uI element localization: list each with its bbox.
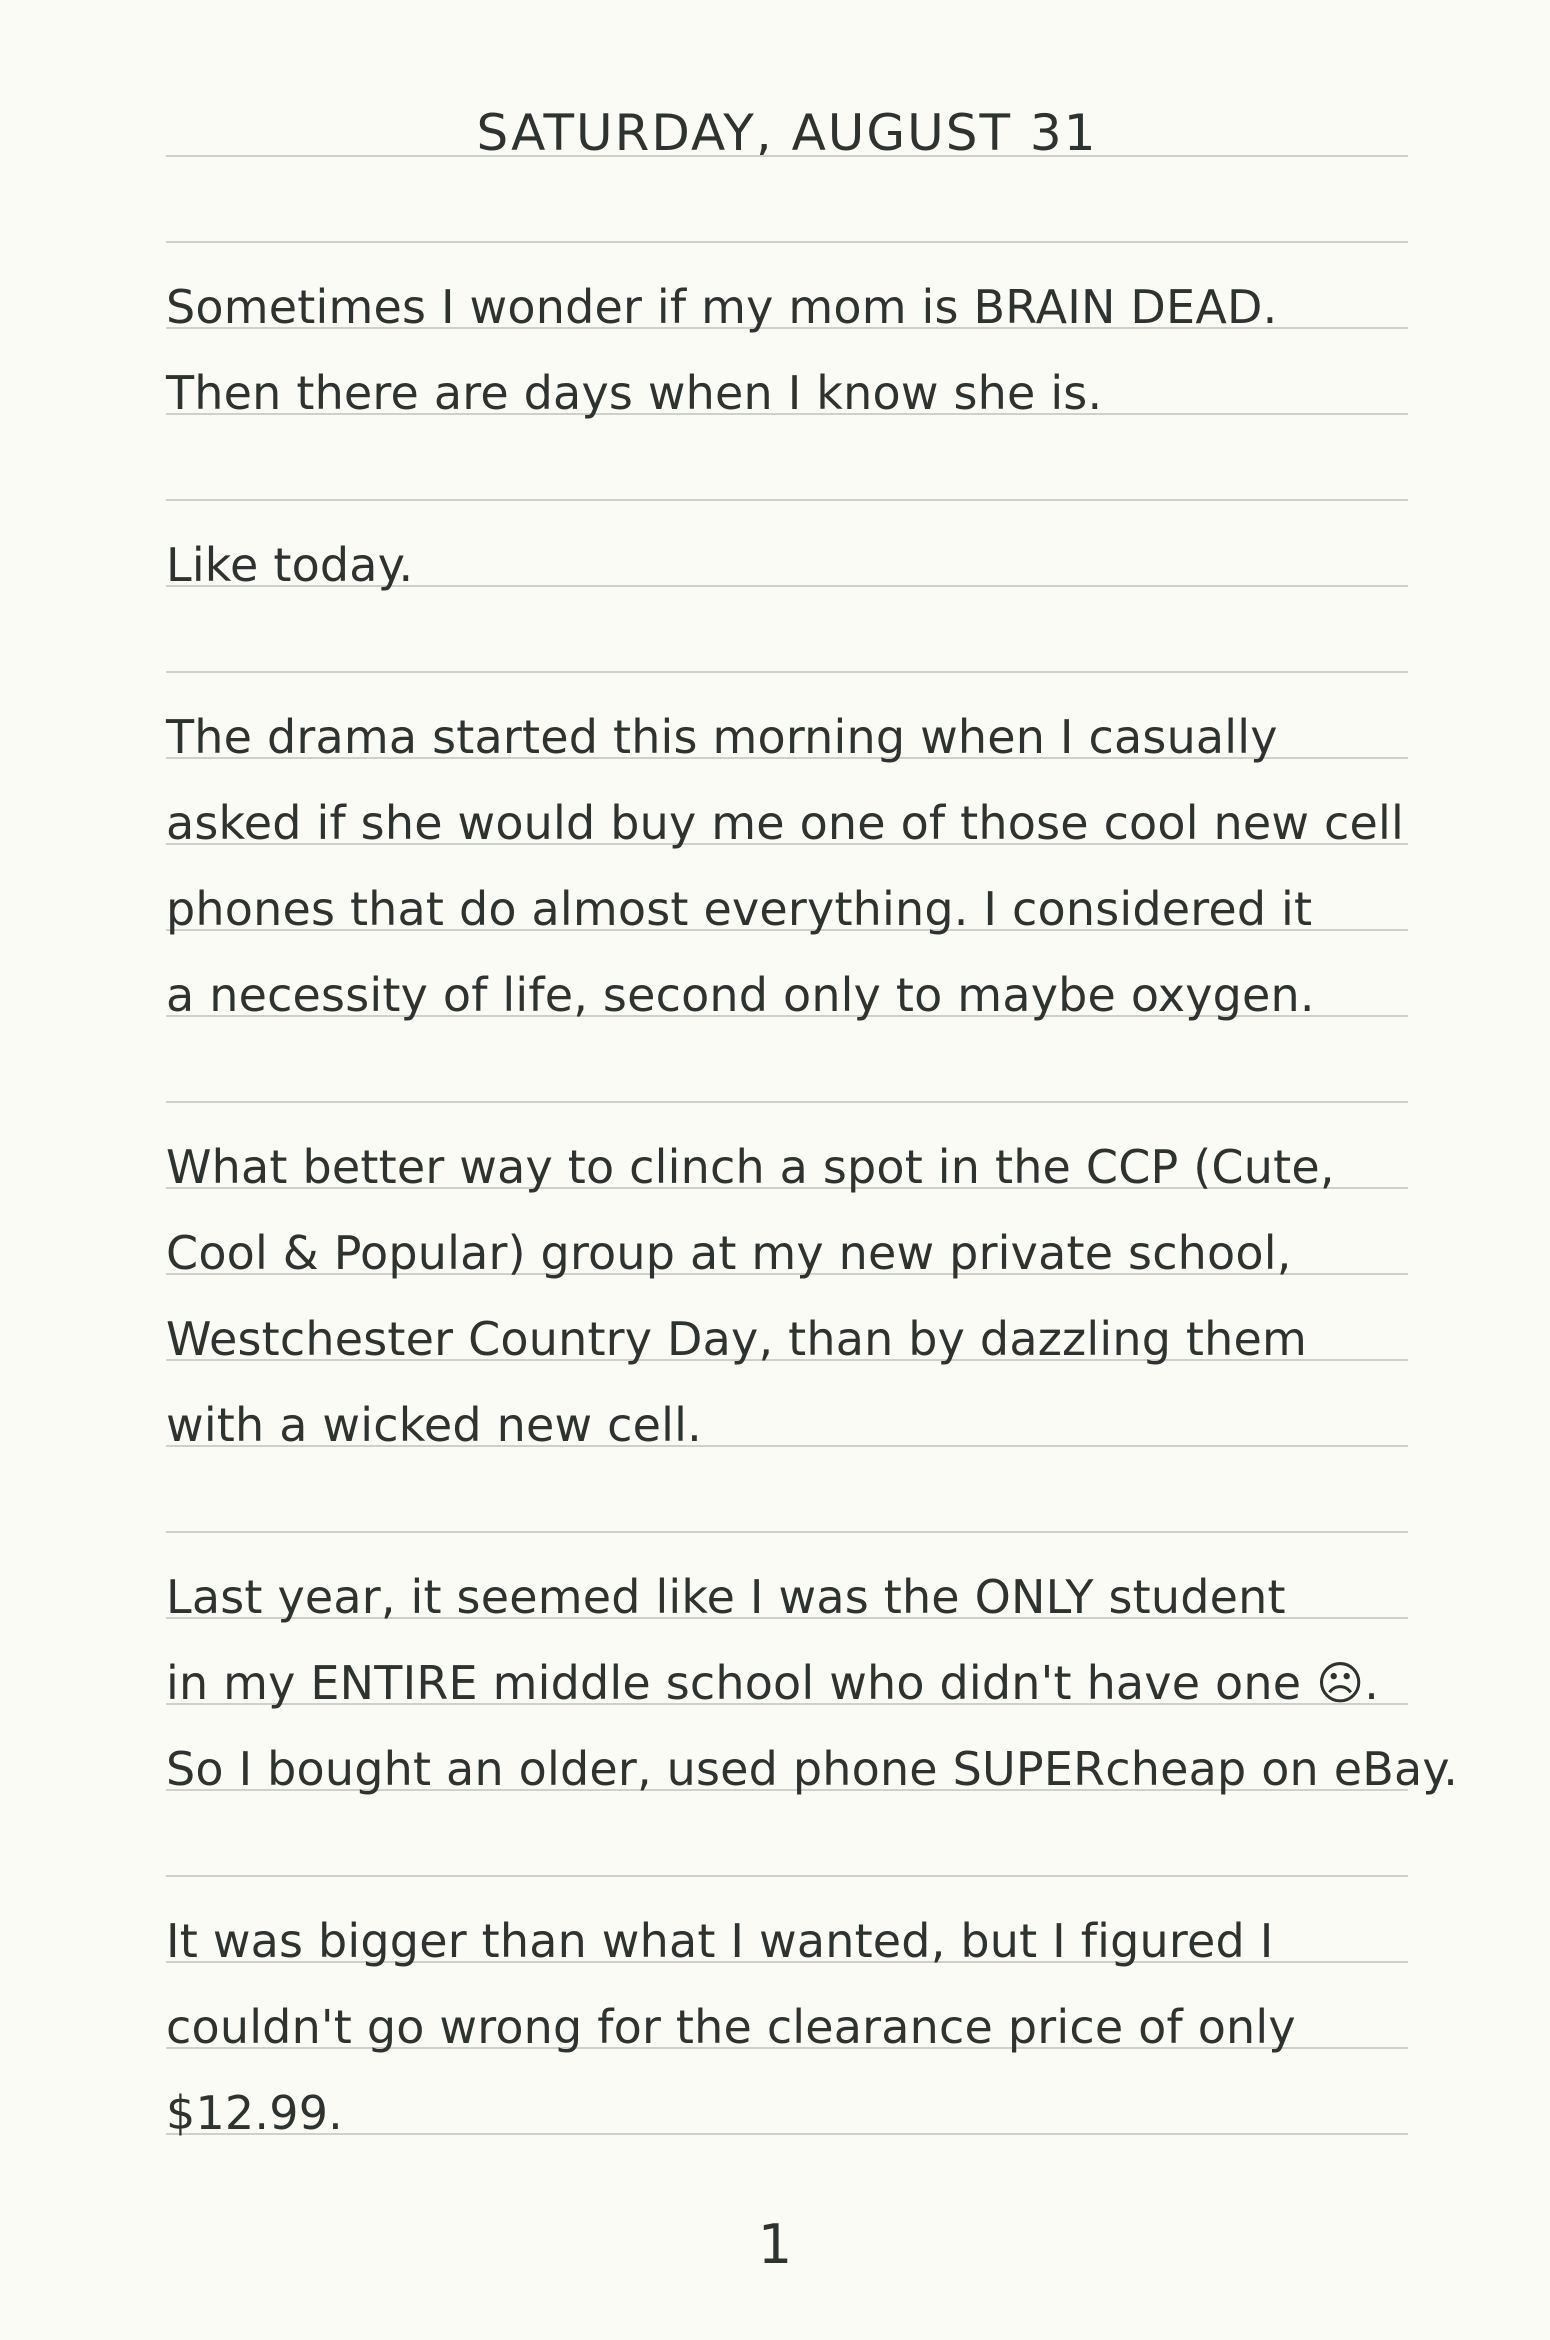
entry-line: Like today. (166, 538, 414, 592)
entry-line (166, 1820, 1416, 1890)
ruled-line (166, 155, 1408, 157)
entry-line (166, 1476, 1416, 1546)
ruled-line (166, 241, 1408, 243)
entry-line: So I bought an older, used phone SUPERcheap on eBay. (166, 1742, 1459, 1796)
entry-line: couldn't go wrong for the clearance price of only (166, 2000, 1296, 2054)
page-number: 1 (757, 2213, 793, 2276)
entry-date-heading: SATURDAY, AUGUST 31 (476, 104, 1098, 162)
entry-line: asked if she would buy me one of those cool new cell (166, 796, 1405, 850)
entry-line: $12.99. (166, 2086, 343, 2140)
entry-line: Then there are days when I know she is. (166, 366, 1103, 420)
entry-line: Westchester Country Day, than by dazzling them (166, 1312, 1308, 1366)
entry-line: a necessity of life, second only to maybe oxygen. (166, 968, 1315, 1022)
entry-line: Cool & Popular) group at my new private school, (166, 1226, 1292, 1280)
entry-line: Last year, it seemed like I was the ONLY student (166, 1570, 1286, 1624)
entry-line: It was bigger than what I wanted, but I figured I (166, 1914, 1274, 1968)
entry-line: What better way to clinch a spot in the CCP (Cute, (166, 1140, 1335, 1194)
entry-line: The drama started this morning when I casually (166, 710, 1278, 764)
entry-line: with a wicked new cell. (166, 1398, 702, 1452)
entry-line: in my ENTIRE middle school who didn't have one ☹. (166, 1656, 1380, 1710)
entry-line (166, 616, 1416, 686)
entry-line: Sometimes I wonder if my mom is BRAIN DEAD. (166, 280, 1278, 334)
entry-line: phones that do almost everything. I considered it (166, 882, 1313, 936)
entry-line (166, 444, 1416, 514)
entry-line (166, 1046, 1416, 1116)
